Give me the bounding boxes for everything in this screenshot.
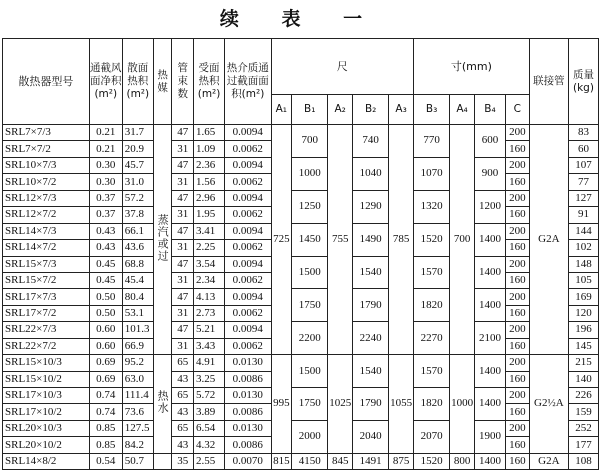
cell-dissipation-area: 45.4	[122, 272, 153, 288]
cell-model: SRL15×7/2	[3, 272, 90, 288]
cell-tube-count: 43	[172, 404, 194, 420]
cell-c: 200	[505, 420, 529, 436]
table-row	[3, 420, 599, 436]
cell-a2: 755	[328, 125, 353, 355]
cell-c: 160	[505, 338, 529, 354]
table-row	[3, 157, 599, 173]
cell-a1: 995	[271, 355, 292, 454]
cell-b2: 2240	[353, 322, 389, 355]
cell-connector: G2A	[529, 125, 568, 355]
cell-mass: 169	[568, 289, 598, 305]
cell-air-area: 0.30	[89, 174, 122, 190]
cell-a2: 845	[328, 453, 353, 469]
col-header-a3: A₃	[389, 95, 414, 125]
cell-medium-cross: 0.0094	[225, 223, 271, 239]
cell-air-area: 0.69	[89, 355, 122, 371]
cell-air-area: 0.85	[89, 437, 122, 453]
cell-tube-count: 65	[172, 388, 194, 404]
cell-model: SRL12×7/3	[3, 190, 90, 206]
col-header-connector: 联接管	[529, 39, 568, 125]
table-row	[3, 355, 599, 371]
cell-tube-count: 47	[172, 256, 194, 272]
cell-mass: 144	[568, 223, 598, 239]
cell-a3: 875	[389, 453, 414, 469]
col-header-b4: B₄	[474, 95, 505, 125]
cell-tube-count: 47	[172, 289, 194, 305]
table-row	[3, 223, 599, 239]
cell-mass: 226	[568, 388, 598, 404]
cell-a1: 725	[271, 125, 292, 355]
cell-mass: 148	[568, 256, 598, 272]
cell-heated-area: 2.55	[194, 453, 225, 469]
cell-dissipation-area: 31.7	[122, 125, 153, 141]
cell-b3: 1320	[414, 190, 450, 223]
cell-air-area: 0.85	[89, 420, 122, 436]
cell-c: 200	[505, 125, 529, 141]
cell-mass: 105	[568, 272, 598, 288]
cell-heated-area: 1.95	[194, 207, 225, 223]
cell-air-area: 0.43	[89, 223, 122, 239]
cell-model: SRL14×7/3	[3, 223, 90, 239]
cell-b3: 1520	[414, 223, 450, 256]
cell-mass: 127	[568, 190, 598, 206]
cell-b3: 1570	[414, 355, 450, 388]
cell-model: SRL17×10/2	[3, 404, 90, 420]
cell-a4: 700	[450, 125, 475, 355]
cell-b3: 2270	[414, 322, 450, 355]
cell-c: 200	[505, 355, 529, 371]
cell-c: 160	[505, 453, 529, 469]
cell-tube-count: 31	[172, 240, 194, 256]
cell-dissipation-area: 45.7	[122, 157, 153, 173]
cell-b3: 1520	[414, 453, 450, 469]
cell-a4: 1000	[450, 355, 475, 454]
cell-c: 200	[505, 322, 529, 338]
cell-a3: 785	[389, 125, 414, 355]
cell-heated-area: 1.56	[194, 174, 225, 190]
cell-tube-count: 65	[172, 420, 194, 436]
cell-b1: 1000	[292, 157, 328, 190]
cell-c: 200	[505, 223, 529, 239]
cell-model: SRL7×7/2	[3, 141, 90, 157]
cell-model: SRL20×10/3	[3, 420, 90, 436]
cell-medium-cross: 0.0086	[225, 371, 271, 387]
cell-model: SRL15×10/3	[3, 355, 90, 371]
cell-b2: 2040	[353, 420, 389, 453]
table-row	[3, 388, 599, 404]
cell-air-area: 0.45	[89, 272, 122, 288]
cell-medium-cross: 0.0086	[225, 404, 271, 420]
col-header-air-area: 通截风面净积(m²)	[89, 39, 122, 125]
cell-heated-area: 5.72	[194, 388, 225, 404]
col-header-b1: B₁	[292, 95, 328, 125]
cell-heated-area: 3.41	[194, 223, 225, 239]
cell-medium-cross: 0.0062	[225, 272, 271, 288]
cell-dissipation-area: 37.8	[122, 207, 153, 223]
cell-b4: 1400	[474, 388, 505, 421]
cell-heated-area: 4.91	[194, 355, 225, 371]
cell-model: SRL20×10/2	[3, 437, 90, 453]
cell-b4: 1200	[474, 190, 505, 223]
cell-model: SRL14×8/2	[3, 453, 90, 469]
cell-dissipation-area: 57.2	[122, 190, 153, 206]
cell-medium-cross: 0.0062	[225, 207, 271, 223]
cell-heated-area: 5.21	[194, 322, 225, 338]
cell-b3: 2070	[414, 420, 450, 453]
cell-model: SRL17×7/2	[3, 305, 90, 321]
cell-tube-count: 35	[172, 453, 194, 469]
cell-medium-cross: 0.0094	[225, 190, 271, 206]
col-header-a2: A₂	[328, 95, 353, 125]
cell-tube-count: 31	[172, 338, 194, 354]
cell-dissipation-area: 101.3	[122, 322, 153, 338]
cell-medium-steam	[153, 125, 172, 355]
cell-tube-count: 47	[172, 125, 194, 141]
medium-water-label: 热水	[156, 390, 170, 415]
cell-b1: 1500	[292, 256, 328, 289]
table-row	[3, 322, 599, 338]
cell-mass: 60	[568, 141, 598, 157]
cell-dissipation-area: 43.6	[122, 240, 153, 256]
col-header-a1: A₁	[271, 95, 292, 125]
cell-b4: 1400	[474, 355, 505, 388]
cell-model: SRL22×7/2	[3, 338, 90, 354]
radiator-spec-table	[2, 38, 599, 470]
cell-b1: 2200	[292, 322, 328, 355]
cell-mass: 77	[568, 174, 598, 190]
col-header-tube-count: 管束数	[172, 39, 194, 125]
cell-a1: 815	[271, 453, 292, 469]
cell-air-area: 0.74	[89, 404, 122, 420]
cell-model: SRL17×10/3	[3, 388, 90, 404]
cell-medium-cross: 0.0094	[225, 322, 271, 338]
cell-dissipation-area: 50.7	[122, 453, 153, 469]
cell-model: SRL15×10/2	[3, 371, 90, 387]
cell-medium-cross: 0.0062	[225, 141, 271, 157]
cell-c: 200	[505, 190, 529, 206]
cell-mass: 177	[568, 437, 598, 453]
cell-air-area: 0.60	[89, 322, 122, 338]
cell-heated-area: 3.25	[194, 371, 225, 387]
cell-b3: 1070	[414, 157, 450, 190]
col-header-b3: B₃	[414, 95, 450, 125]
cell-a4: 800	[450, 453, 475, 469]
cell-medium-cross: 0.0070	[225, 453, 271, 469]
cell-model: SRL17×7/3	[3, 289, 90, 305]
cell-b2: 1540	[353, 355, 389, 388]
cell-dissipation-area: 20.9	[122, 141, 153, 157]
cell-tube-count: 47	[172, 190, 194, 206]
cell-b3: 1820	[414, 388, 450, 421]
col-header-medium-cross: 热介质通过截面面积(m²)	[225, 39, 271, 125]
cell-air-area: 0.74	[89, 388, 122, 404]
cell-connector: G2A	[529, 453, 568, 469]
table-row	[3, 289, 599, 305]
col-header-dims-right: 寸(mm)	[414, 39, 530, 95]
cell-c: 160	[505, 207, 529, 223]
cell-tube-count: 43	[172, 437, 194, 453]
cell-model: SRL12×7/2	[3, 207, 90, 223]
col-header-b2: B₂	[353, 95, 389, 125]
cell-b1: 1450	[292, 223, 328, 256]
cell-c: 160	[505, 305, 529, 321]
cell-mass: 196	[568, 322, 598, 338]
cell-air-area: 0.50	[89, 289, 122, 305]
col-header-medium: 热媒	[153, 39, 172, 125]
cell-dissipation-area: 66.1	[122, 223, 153, 239]
cell-medium-water	[153, 355, 172, 454]
cell-air-area: 0.50	[89, 305, 122, 321]
cell-c: 200	[505, 157, 529, 173]
cell-mass: 120	[568, 305, 598, 321]
table-row	[3, 190, 599, 206]
table-row	[3, 453, 599, 469]
cell-tube-count: 47	[172, 223, 194, 239]
cell-b1: 700	[292, 125, 328, 158]
cell-tube-count: 47	[172, 322, 194, 338]
col-header-heated-area: 受面热积(m²)	[194, 39, 225, 125]
cell-medium-cross: 0.0062	[225, 338, 271, 354]
cell-heated-area: 2.96	[194, 190, 225, 206]
cell-medium-cross: 0.0086	[225, 437, 271, 453]
cell-air-area: 0.43	[89, 240, 122, 256]
cell-dissipation-area: 111.4	[122, 388, 153, 404]
cell-b4: 1400	[474, 453, 505, 469]
cell-air-area: 0.60	[89, 338, 122, 354]
cell-dissipation-area: 68.8	[122, 256, 153, 272]
cell-mass: 252	[568, 420, 598, 436]
cell-b3: 1570	[414, 256, 450, 289]
cell-heated-area: 4.32	[194, 437, 225, 453]
cell-tube-count: 31	[172, 141, 194, 157]
cell-connector: G2½A	[529, 355, 568, 454]
cell-heated-area: 1.09	[194, 141, 225, 157]
cell-c: 160	[505, 437, 529, 453]
cell-tube-count: 31	[172, 207, 194, 223]
cell-model: SRL14×7/2	[3, 240, 90, 256]
cell-heated-area: 3.54	[194, 256, 225, 272]
col-header-model: 散热器型号	[3, 39, 90, 125]
cell-dissipation-area: 53.1	[122, 305, 153, 321]
cell-b2: 1490	[353, 223, 389, 256]
cell-dissipation-area: 63.0	[122, 371, 153, 387]
cell-mass: 102	[568, 240, 598, 256]
cell-c: 160	[505, 141, 529, 157]
cell-c: 200	[505, 256, 529, 272]
cell-dissipation-area: 73.6	[122, 404, 153, 420]
cell-air-area: 0.37	[89, 190, 122, 206]
cell-heated-area: 2.25	[194, 240, 225, 256]
cell-medium-cross: 0.0130	[225, 388, 271, 404]
cell-b4: 2100	[474, 322, 505, 355]
cell-medium-cross: 0.0094	[225, 289, 271, 305]
cell-b2: 1790	[353, 289, 389, 322]
cell-air-area: 0.45	[89, 256, 122, 272]
cell-b4: 900	[474, 157, 505, 190]
cell-b1: 1250	[292, 190, 328, 223]
cell-medium-cross: 0.0094	[225, 125, 271, 141]
col-header-a4: A₄	[450, 95, 475, 125]
cell-dissipation-area: 84.2	[122, 437, 153, 453]
cell-c: 160	[505, 371, 529, 387]
cell-air-area: 0.21	[89, 125, 122, 141]
cell-c: 200	[505, 388, 529, 404]
cell-mass: 107	[568, 157, 598, 173]
cell-b2: 1540	[353, 256, 389, 289]
cell-b3: 1820	[414, 289, 450, 322]
cell-air-area: 0.37	[89, 207, 122, 223]
cell-b2: 1040	[353, 157, 389, 190]
col-header-dissipation-area: 散面热积(m²)	[122, 39, 153, 125]
cell-air-area: 0.30	[89, 157, 122, 173]
cell-model: SRL10×7/2	[3, 174, 90, 190]
cell-medium-cross: 0.0094	[225, 157, 271, 173]
cell-heated-area: 2.36	[194, 157, 225, 173]
cell-dissipation-area: 95.2	[122, 355, 153, 371]
cell-model: SRL22×7/3	[3, 322, 90, 338]
cell-medium-cross: 0.0062	[225, 305, 271, 321]
cell-a3: 1055	[389, 355, 414, 454]
cell-b3: 770	[414, 125, 450, 158]
cell-c: 160	[505, 404, 529, 420]
cell-mass: 140	[568, 371, 598, 387]
cell-b2: 740	[353, 125, 389, 158]
table-row	[3, 125, 599, 141]
cell-tube-count: 31	[172, 174, 194, 190]
cell-b2: 1290	[353, 190, 389, 223]
cell-b1: 2000	[292, 420, 328, 453]
cell-mass: 108	[568, 453, 598, 469]
cell-heated-area: 2.73	[194, 305, 225, 321]
cell-b4: 1400	[474, 289, 505, 322]
cell-heated-area: 3.43	[194, 338, 225, 354]
cell-model: SRL7×7/3	[3, 125, 90, 141]
cell-medium-blank	[153, 453, 172, 469]
table-body	[3, 125, 599, 470]
cell-heated-area: 1.65	[194, 125, 225, 141]
cell-tube-count: 31	[172, 272, 194, 288]
cell-b1: 4150	[292, 453, 328, 469]
cell-b1: 1750	[292, 388, 328, 421]
col-header-c: C	[505, 95, 529, 125]
cell-air-area: 0.21	[89, 141, 122, 157]
cell-medium-cross: 0.0094	[225, 256, 271, 272]
cell-heated-area: 4.13	[194, 289, 225, 305]
cell-dissipation-area: 31.0	[122, 174, 153, 190]
cell-tube-count: 43	[172, 371, 194, 387]
cell-air-area: 0.69	[89, 371, 122, 387]
medium-steam-label: 蒸汽或过	[156, 214, 170, 263]
cell-mass: 145	[568, 338, 598, 354]
cell-mass: 159	[568, 404, 598, 420]
cell-medium-cross: 0.0062	[225, 240, 271, 256]
cell-mass: 91	[568, 207, 598, 223]
cell-medium-cross: 0.0130	[225, 355, 271, 371]
cell-dissipation-area: 80.4	[122, 289, 153, 305]
cell-c: 160	[505, 240, 529, 256]
cell-b2: 1790	[353, 388, 389, 421]
cell-dissipation-area: 66.9	[122, 338, 153, 354]
cell-b4: 1400	[474, 256, 505, 289]
cell-b1: 1500	[292, 355, 328, 388]
cell-medium-cross: 0.0062	[225, 174, 271, 190]
cell-b4: 1400	[474, 223, 505, 256]
cell-b2: 1491	[353, 453, 389, 469]
cell-heated-area: 3.89	[194, 404, 225, 420]
cell-air-area: 0.54	[89, 453, 122, 469]
cell-tube-count: 47	[172, 157, 194, 173]
cell-b4: 1900	[474, 420, 505, 453]
cell-dissipation-area: 127.5	[122, 420, 153, 436]
cell-c: 160	[505, 174, 529, 190]
col-header-mass: 质量(kg)	[568, 39, 598, 125]
cell-b4: 600	[474, 125, 505, 158]
page-title: 续 表 一	[219, 8, 381, 30]
cell-medium-cross: 0.0130	[225, 420, 271, 436]
cell-heated-area: 2.34	[194, 272, 225, 288]
cell-c: 160	[505, 272, 529, 288]
cell-mass: 215	[568, 355, 598, 371]
col-header-dims-left: 尺	[271, 39, 414, 95]
cell-heated-area: 6.54	[194, 420, 225, 436]
cell-c: 200	[505, 289, 529, 305]
cell-tube-count: 65	[172, 355, 194, 371]
cell-model: SRL15×7/3	[3, 256, 90, 272]
cell-mass: 83	[568, 125, 598, 141]
cell-model: SRL10×7/3	[3, 157, 90, 173]
table-row	[3, 256, 599, 272]
cell-b1: 1750	[292, 289, 328, 322]
cell-tube-count: 31	[172, 305, 194, 321]
cell-a2: 1025	[328, 355, 353, 454]
